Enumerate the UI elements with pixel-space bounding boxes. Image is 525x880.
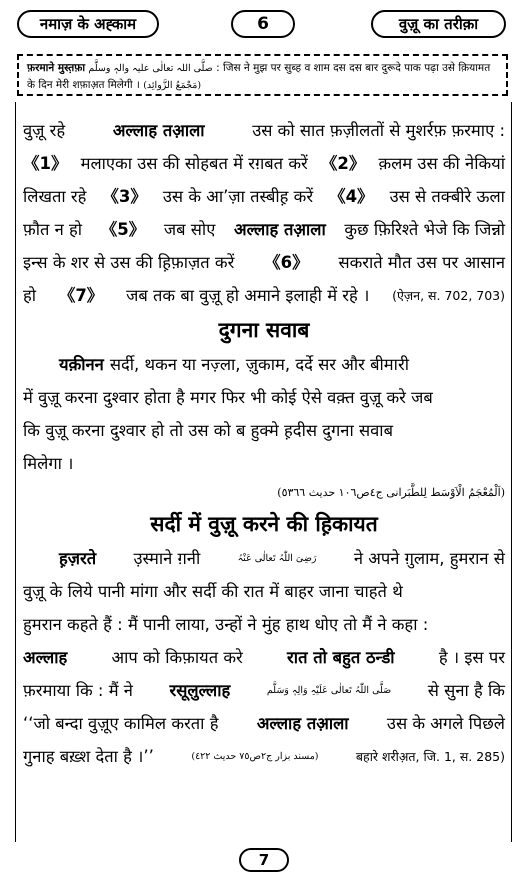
citation: बहारे शरीअ़त, जि. 1, स. 285)	[355, 749, 505, 764]
text-line	[23, 147, 505, 180]
list-number: 《5》	[100, 220, 146, 239]
text-run: फ़रमाया कि : मैं ने	[23, 681, 133, 700]
hadith-line-1	[27, 60, 498, 77]
text-run: है । इस पर	[438, 648, 505, 667]
list-number: 《3》	[102, 187, 147, 206]
text-run: वुज़ू रहे	[23, 121, 66, 140]
text-run: इन्स के शर से उस की ह़िफ़ाज़त करें	[23, 253, 235, 272]
text-line	[23, 213, 505, 246]
text-run: उ़स्माने ग़नी	[133, 549, 201, 568]
text-line	[23, 542, 505, 575]
main-text	[23, 114, 505, 773]
text-run: से सुना है कि	[427, 681, 505, 700]
divine-name: अल्लाह तआ़ला	[233, 220, 326, 239]
list-number: 《7》	[58, 286, 104, 305]
citation: (ऐज़न, स. 702, 703)	[392, 288, 505, 303]
text-run: ने अपने ग़ुलाम, हुमरान से	[353, 549, 505, 568]
heading-winter-story: सर्दी में वुज़ू करने की ह़िकायत	[150, 512, 378, 536]
text-line	[23, 348, 505, 381]
text-run: हुमरान कहते हैं : मैं पानी लाया, उन्हों ने मुंह हाथ धोए तो मैं ने कहा :	[23, 615, 429, 634]
prophet-name: रसूलुल्लाह	[169, 681, 231, 700]
text-run: उस से तक्बीरे ऊला	[389, 187, 505, 206]
text-run: मिलेगा ।	[23, 454, 74, 473]
divine-name: अल्लाह तआ़ला	[256, 714, 349, 733]
list-number: 《2》	[320, 154, 366, 173]
hadith-reference: (مَجْمَعُ الزَّوائِد)	[143, 80, 202, 91]
footer-page-number: 7	[239, 848, 289, 872]
emphasis: ह़ज़रते	[59, 549, 97, 568]
heading-double-reward: दुगना सवाब	[218, 318, 310, 342]
hadith-text-2: के दिन मेरी शफ़ाअ़त मिलेगी ।	[27, 79, 140, 91]
honorific: رَضِیَ اللّٰہُ تَعالٰی عَنْہُ	[237, 553, 317, 564]
text-run: उस के अगले पिछले	[386, 714, 505, 733]
text-run: लिखता रहे	[23, 187, 87, 206]
text-line	[23, 246, 505, 279]
text-run: में वुज़ू करना दुश्वार होता है मगर फिर भी कोई ऐसे वक़्त वुज़ू करे जब	[23, 388, 433, 407]
text-run: मलाएका उस की सोहबत में रग़बत करें	[80, 154, 308, 173]
text-run: उस के आ’ज़ा तस्बीह़ करें	[162, 187, 314, 206]
emphasis: रात तो बहुत ठन्डी	[287, 648, 395, 667]
text-run: गुनाह बख़्श देता है ।’’	[23, 747, 154, 766]
text-line	[23, 414, 505, 447]
text-run: ‘‘जो बन्दा वुज़ूए कामिल करता है	[23, 714, 219, 733]
chapter-title: नमाज़ के अह्काम	[17, 10, 159, 38]
citation-arabic: (مسند بزار ج٢ص٧٥ حدیث ٤٢٢)	[191, 751, 319, 762]
book-page	[9, 6, 514, 872]
list-number: 《1》	[23, 154, 68, 173]
text-run: फ़ौत न हो	[23, 220, 83, 239]
text-line	[23, 180, 505, 213]
divine-name: अल्लाह	[23, 648, 68, 667]
hadith-text-1: : जिस ने मुझ पर सुब्ह व शाम दस दस बार दुरूदे पाक पढ़ा उसे क़ियामत	[216, 62, 491, 74]
text-run: हो	[23, 286, 37, 305]
text-line	[23, 641, 505, 674]
text-run: कुछ फ़िरिश्ते भेजे कि जिन्नो	[344, 220, 505, 239]
text-line	[23, 674, 505, 707]
hadith-label: फ़रमाने मुस्त़फ़ा	[27, 62, 86, 74]
text-run: सर्दी, थकन या नज़्ला, ज़ुकाम, दर्दे सर और बीमारी	[109, 355, 409, 374]
section-title: वुज़ू का तरीक़ा	[371, 10, 506, 38]
honorific: صَلَّی اللّٰہُ تَعالٰی عَلَیْہِ وَالِہٖ وَسَلَّم	[266, 685, 392, 696]
list-number: 《6》	[264, 253, 309, 272]
hadith-box	[17, 54, 508, 96]
text-run: जब तक बा वुज़ू हो अमाने इलाही में रहे ।	[126, 286, 370, 305]
text-run: क़लम उस की नेकियां	[378, 154, 505, 173]
text-run: उस को सात फ़ज़ीलतों से मुशर्रफ़ फ़रमाए :	[252, 121, 505, 140]
text-run: जब सोए	[163, 220, 216, 239]
text-line	[23, 740, 505, 773]
text-line	[23, 575, 505, 608]
text-line	[23, 447, 505, 480]
page-header	[9, 6, 514, 42]
emphasis: यक़ीनन	[59, 355, 104, 374]
page-number: 6	[231, 10, 295, 38]
text-line	[23, 279, 505, 312]
text-line	[23, 114, 505, 147]
text-run: आप को किफ़ायत करे	[111, 648, 243, 667]
citation-arabic: (اَلْمُعْجَمُ الْاَوْسَط لِلطَّبَرانی ج٤ص١٠٦ حدیث ٥٣٦٦)	[277, 486, 505, 499]
hadith-line-2	[27, 77, 498, 94]
text-line	[23, 707, 505, 740]
salutation: صلَّی اللہ تعالٰی علیہ والہٖ وسلَّم	[88, 63, 213, 74]
divine-name: अल्लाह तआ़ला	[112, 121, 205, 140]
list-number: 《4》	[329, 187, 374, 206]
text-line	[23, 381, 505, 414]
text-run: कि वुज़ू करना दुश्वार हो तो उस को ब हुक्मे ह़दीस दुगना सवाब	[23, 421, 393, 440]
text-run: वुज़ू के लिये पानी मांगा और सर्दी की रात में बाहर जाना चाहते थे	[23, 582, 403, 601]
text-run: सकराते मौत उस पर आसान	[338, 253, 505, 272]
text-line	[23, 608, 505, 641]
